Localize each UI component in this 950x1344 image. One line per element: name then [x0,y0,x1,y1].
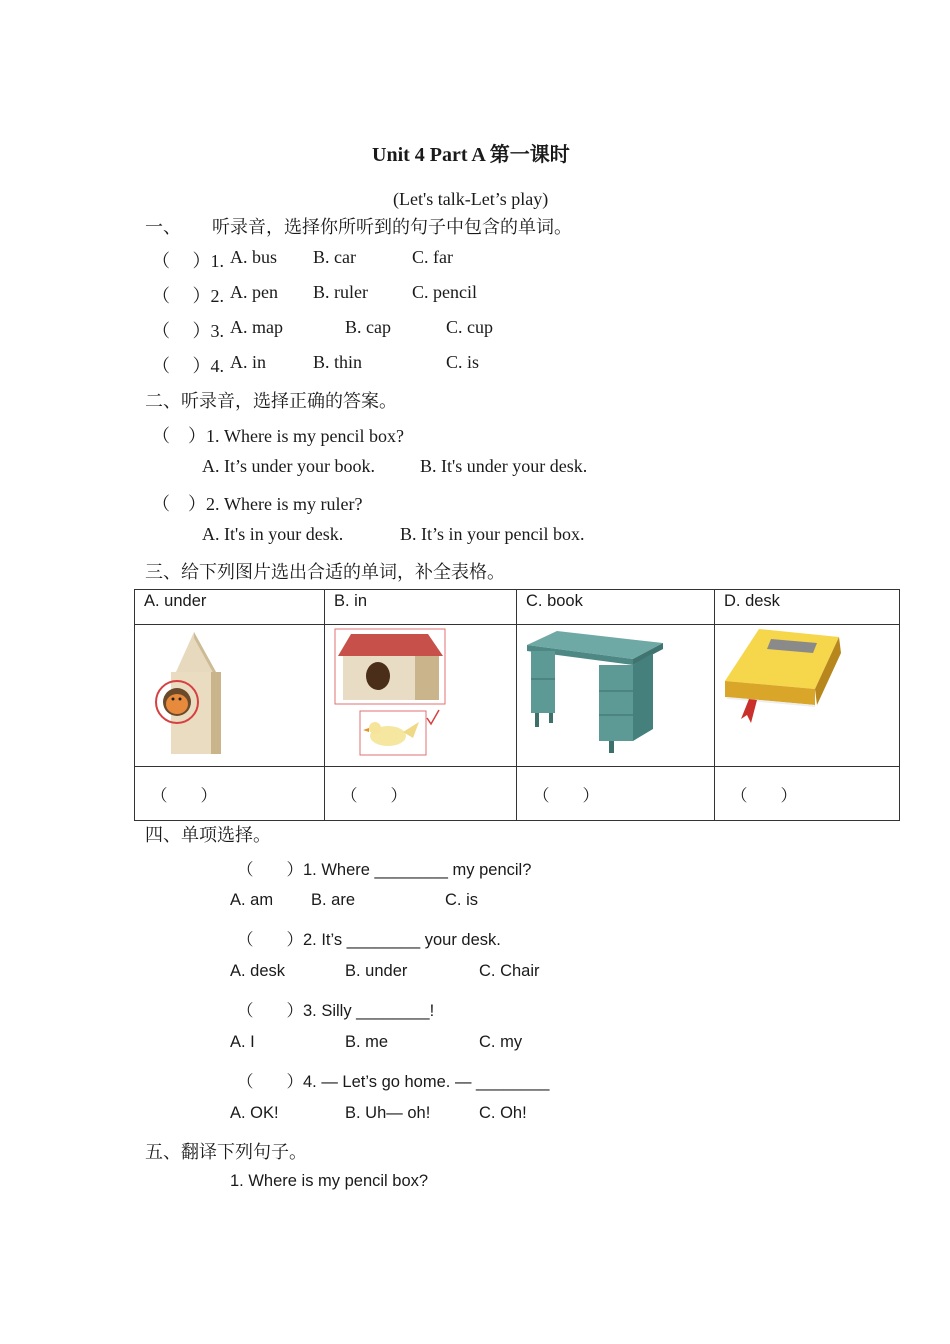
picture-cell [715,625,900,767]
option-c[interactable]: C. is [446,352,480,372]
option-b[interactable]: B. It’s in your pencil box. [400,524,585,544]
option-c[interactable]: C. cup [446,317,493,337]
section4-question: （ ）2. It’s ________ your desk. [237,931,501,949]
section4-heading: 四、单项选择。 [145,825,271,845]
section1-heading: 听录音，选择你所听到的句子中包含的单词。 [212,217,572,237]
option-a[interactable]: A. desk [230,962,286,980]
section4-question: （ ）4. — Let’s go home. — ________ [237,1073,550,1091]
option-c[interactable]: C. Chair [479,962,540,980]
option-c[interactable]: C. pencil [412,282,477,302]
answer-blank[interactable]: （ ） [325,767,517,821]
section2-question: （ ）1. Where is my pencil box? [152,426,404,446]
option-c[interactable]: C. Oh! [479,1104,527,1122]
section3-heading: 三、给下列图片选出合适的单词，补全表格。 [145,562,505,582]
option-b[interactable]: B. under [345,962,408,980]
table-header-cell: B. in [325,590,517,625]
option-a[interactable]: A. bus [230,247,278,267]
translation-item: 1. Where is my pencil box? [230,1172,429,1190]
house-bird-icon [333,628,453,760]
option-a[interactable]: A. I [230,1033,255,1051]
book-icon [721,627,845,727]
option-c[interactable]: C. is [445,891,478,909]
option-a[interactable]: A. in [230,352,266,372]
page-subtitle: (Let's talk-Let’s play) [393,189,549,209]
answer-blank[interactable]: （ ） [517,767,715,821]
option-b[interactable]: B. thin [313,352,363,372]
option-a[interactable]: A. map [230,317,283,337]
option-b[interactable]: B. me [345,1033,389,1051]
option-a[interactable]: A. It’s under your book. [202,456,375,476]
section2-heading: 二、听录音，选择正确的答案。 [145,391,397,411]
table-header-cell: C. book [517,590,715,625]
option-c[interactable]: C. far [412,247,453,267]
option-b[interactable]: B. are [311,891,356,909]
section4-question: （ ）3. Silly ________! [237,1002,435,1020]
section5-heading: 五、翻译下列句子。 [145,1142,307,1162]
option-a[interactable]: A. OK! [230,1104,279,1122]
option-a[interactable]: A. pen [230,282,278,302]
page-title: Unit 4 Part A 第一课时 [372,144,570,166]
section1-heading-number: 一、 [145,217,181,237]
option-b[interactable]: B. ruler [313,282,368,302]
option-b[interactable]: B. cap [345,317,391,337]
option-b[interactable]: B. Uh— oh! [345,1104,431,1122]
option-a[interactable]: A. am [230,891,274,909]
picture-word-table [134,589,900,821]
answer-blank[interactable]: （ ） [715,767,900,821]
table-header-cell: D. desk [715,590,900,625]
birdhouse-icon [151,628,231,758]
option-b[interactable]: B. car [313,247,356,267]
answer-blank[interactable]: （ ） [135,767,325,821]
picture-cell [135,625,325,767]
section2-question: （ ）2. Where is my ruler? [152,494,363,514]
option-b[interactable]: B. It's under your desk. [420,456,588,476]
picture-cell [517,625,715,767]
section4-question: （ ）1. Where ________ my pencil? [237,861,532,879]
table-header-cell: A. under [135,590,325,625]
picture-cell [325,625,517,767]
option-a[interactable]: A. It's in your desk. [202,524,344,544]
option-c[interactable]: C. my [479,1033,523,1051]
desk-icon [525,629,665,755]
